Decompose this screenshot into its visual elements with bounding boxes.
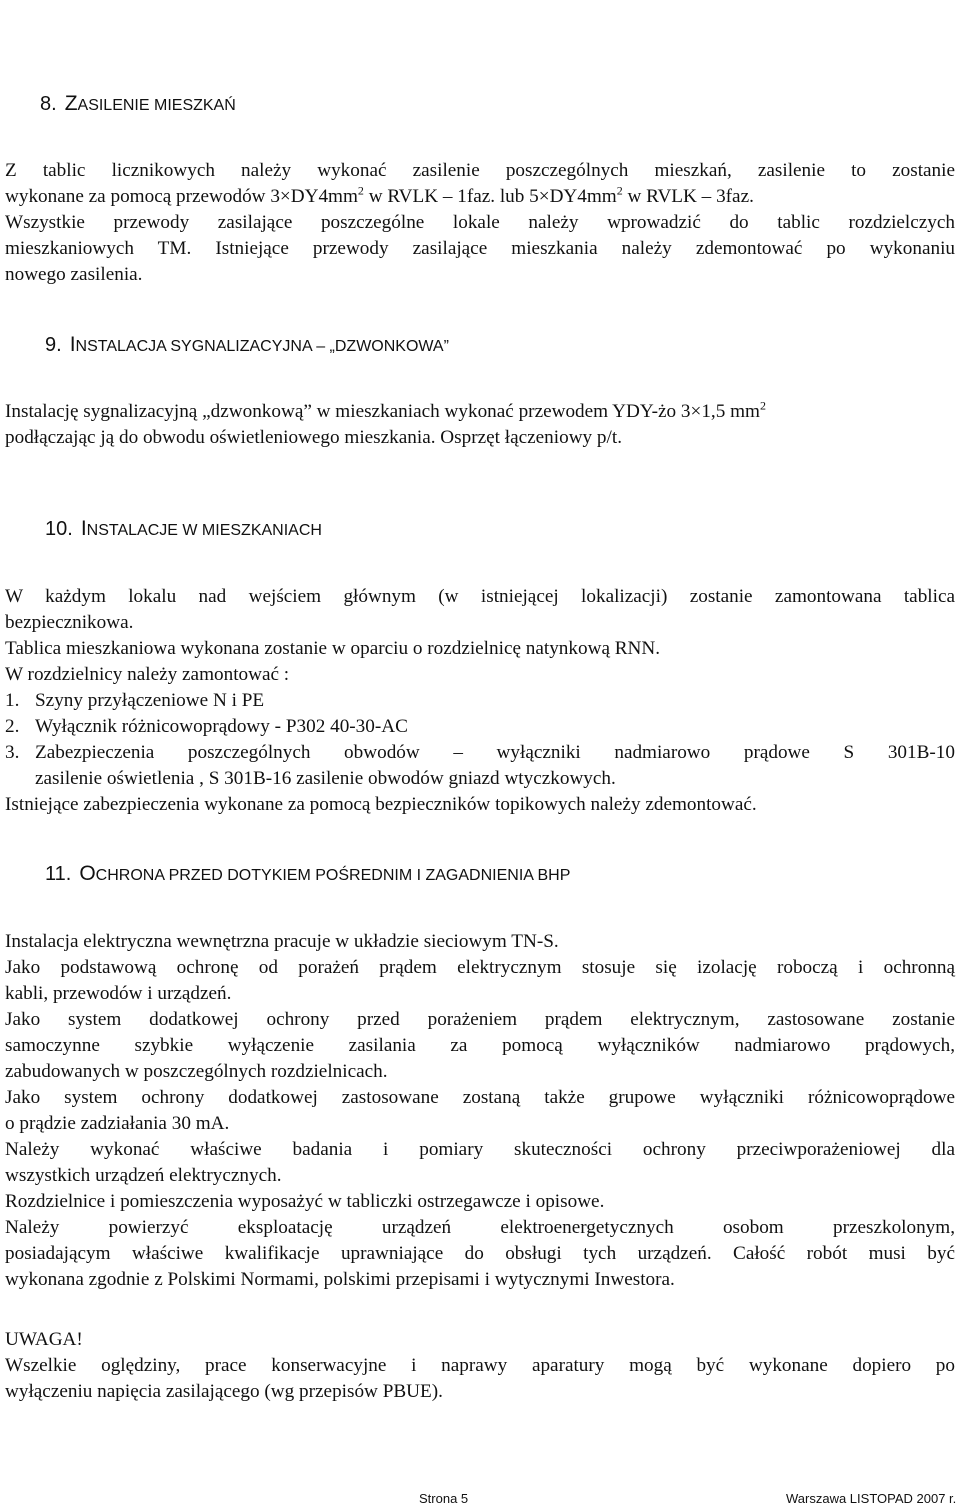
footer-page-number: Strona 5 bbox=[419, 1491, 469, 1506]
list-item bbox=[5, 740, 955, 792]
text-line: W każdym lokalu nad wejściem głównym (w istniejącej lokalizacji) zostanie zamontowana tablica bbox=[5, 586, 955, 607]
list-number: 3. bbox=[5, 742, 20, 763]
text-line bbox=[5, 184, 955, 210]
text-fragment: w RVLK – 3faz. bbox=[622, 186, 754, 207]
text-line bbox=[5, 399, 955, 425]
superscript: 2 bbox=[357, 183, 364, 198]
heading-text: CHRONA PRZED DOTYKIEM POŚREDNIM I ZAGADNIENIA BHP bbox=[95, 867, 571, 884]
list-text: Szyny przyłączeniowe N i PE bbox=[35, 690, 265, 711]
text-line: Wszelkie oględziny, prace konserwacyjne i naprawy aparatury mogą być wykonane dopiero po bbox=[5, 1355, 955, 1376]
list-text: Zabezpieczenia poszczególnych obwodów – wyłączniki nadmiarowo prądowe S 301B-10 bbox=[35, 742, 955, 763]
heading-text: ASILENIE MIESZKAŃ bbox=[77, 97, 236, 114]
section-number: 8. bbox=[40, 93, 57, 115]
text-line: Tablica mieszkaniowa wykonana zostanie w oparciu o rozdzielnicę natynkową RNN. bbox=[5, 638, 661, 659]
section-number: 9. bbox=[45, 334, 62, 356]
text-line: Instalacja elektryczna wewnętrzna pracuje w układzie sieciowym TN-S. bbox=[5, 931, 559, 952]
section-number: 11. bbox=[45, 863, 72, 885]
text-line: Należy wykonać właściwe badania i pomiary skuteczności ochrony przeciwporażeniowej dla bbox=[5, 1139, 955, 1160]
text-line: podłączając ją do obwodu oświetleniowego mieszkania. Osprzęt łączeniowy p/t. bbox=[5, 427, 622, 448]
section-10-heading bbox=[45, 517, 322, 541]
heading-initial: I bbox=[69, 333, 76, 356]
text-line: Istniejące zabezpieczenia wykonane za pomocą bezpieczników topikowych należy zdemontować. bbox=[5, 794, 757, 815]
section-10-body bbox=[5, 584, 955, 818]
section-11-body bbox=[5, 929, 955, 1293]
text-line: kabli, przewodów i urządzeń. bbox=[5, 983, 232, 1004]
text-fragment: wykonane za pomocą przewodów 3×DY4mm bbox=[5, 186, 358, 207]
text-line: bezpiecznikowa. bbox=[5, 612, 134, 633]
text-line: zabudowanych w poszczególnych rozdzielnicach. bbox=[5, 1061, 388, 1082]
text-line: Wszystkie przewody zasilające poszczególne lokale należy wprowadzić do tablic rozdzielczych bbox=[5, 212, 955, 233]
text-line: Rozdzielnice i pomieszczenia wyposażyć w tabliczki ostrzegawcze i opisowe. bbox=[5, 1191, 605, 1212]
text-line: Jako podstawową ochronę od porażeń prądem elektrycznym stosuje się izolację roboczą i ochronną bbox=[5, 957, 955, 978]
text-fragment: w RVLK – 1faz. lub 5×DY4mm bbox=[363, 186, 617, 207]
warning-title: UWAGA! bbox=[5, 1329, 83, 1350]
section-8-paragraph bbox=[5, 158, 955, 288]
superscript: 2 bbox=[759, 398, 766, 413]
text-line: Jako system dodatkowej ochrony przed porażeniem prądem elektrycznym, zastosowane zostanie bbox=[5, 1009, 955, 1030]
section-number: 10. bbox=[45, 518, 73, 540]
text-line: wszystkich urządzeń elektrycznych. bbox=[5, 1165, 282, 1186]
list-item bbox=[5, 714, 955, 740]
text-line: mieszkaniowych TM. Istniejące przewody zasilające mieszkania należy zdemontować po wykonaniu bbox=[5, 238, 955, 259]
text-line: nowego zasilenia. bbox=[5, 264, 143, 285]
text-line: W rozdzielnicy należy zamontować : bbox=[5, 664, 290, 685]
heading-text: NSTALACJA SYGNALIZACYJNA – „DZWONKOWA” bbox=[75, 338, 449, 355]
list-text-block bbox=[35, 740, 955, 792]
text-line: Z tablic licznikowych należy wykonać zasilenie poszczególnych mieszkań, zasilenie to zostanie bbox=[5, 160, 955, 181]
footer-place-date: Warszawa LISTOPAD 2007 r. bbox=[786, 1491, 957, 1506]
list-item bbox=[5, 688, 955, 714]
text-line: o prądzie zadziałania 30 mA. bbox=[5, 1113, 230, 1134]
section-9-paragraph bbox=[5, 399, 955, 451]
warning-block bbox=[5, 1327, 955, 1405]
superscript: 2 bbox=[616, 183, 623, 198]
text-line: wyłączeniu napięcia zasilającego (wg przepisów PBUE). bbox=[5, 1381, 443, 1402]
section-9-heading bbox=[45, 333, 449, 357]
text-line: wykonana zgodnie z Polskimi Normami, polskimi przepisami i wytycznymi Inwestora. bbox=[5, 1269, 675, 1290]
list-number: 1. bbox=[5, 690, 20, 711]
heading-text: NSTALACJE W MIESZKANIACH bbox=[86, 522, 322, 539]
section-11-heading bbox=[45, 862, 570, 886]
text-line: Należy powierzyć eksploatację urządzeń elektroenergetycznych osobom przeszkolonym, bbox=[5, 1217, 955, 1238]
heading-initial: O bbox=[79, 862, 96, 885]
heading-initial: I bbox=[80, 517, 87, 540]
section-8-heading bbox=[40, 92, 236, 116]
list-text: Wyłącznik różnicowoprądowy - P302 40-30-AC bbox=[35, 716, 408, 737]
text-line: Jako system ochrony dodatkowej zastosowane zostaną także grupowe wyłączniki różnicowoprądowe bbox=[5, 1087, 955, 1108]
text-line: samoczynne szybkie wyłączenie zasilania za pomocą wyłączników nadmiarowo prądowych, bbox=[5, 1035, 955, 1056]
text-line: posiadającym właściwe kwalifikacje uprawniające do obsługi tych urządzeń. Całość robót musi być bbox=[5, 1243, 955, 1264]
list-number: 2. bbox=[5, 716, 20, 737]
heading-initial: Z bbox=[64, 92, 78, 115]
list-text: zasilenie oświetlenia , S 301B-16 zasilenie obwodów gniazd wtyczkowych. bbox=[35, 768, 616, 789]
text-fragment: Instalację sygnalizacyjną „dzwonkową” w mieszkaniach wykonać przewodem YDY-żo 3×1,5 mm bbox=[5, 401, 760, 422]
